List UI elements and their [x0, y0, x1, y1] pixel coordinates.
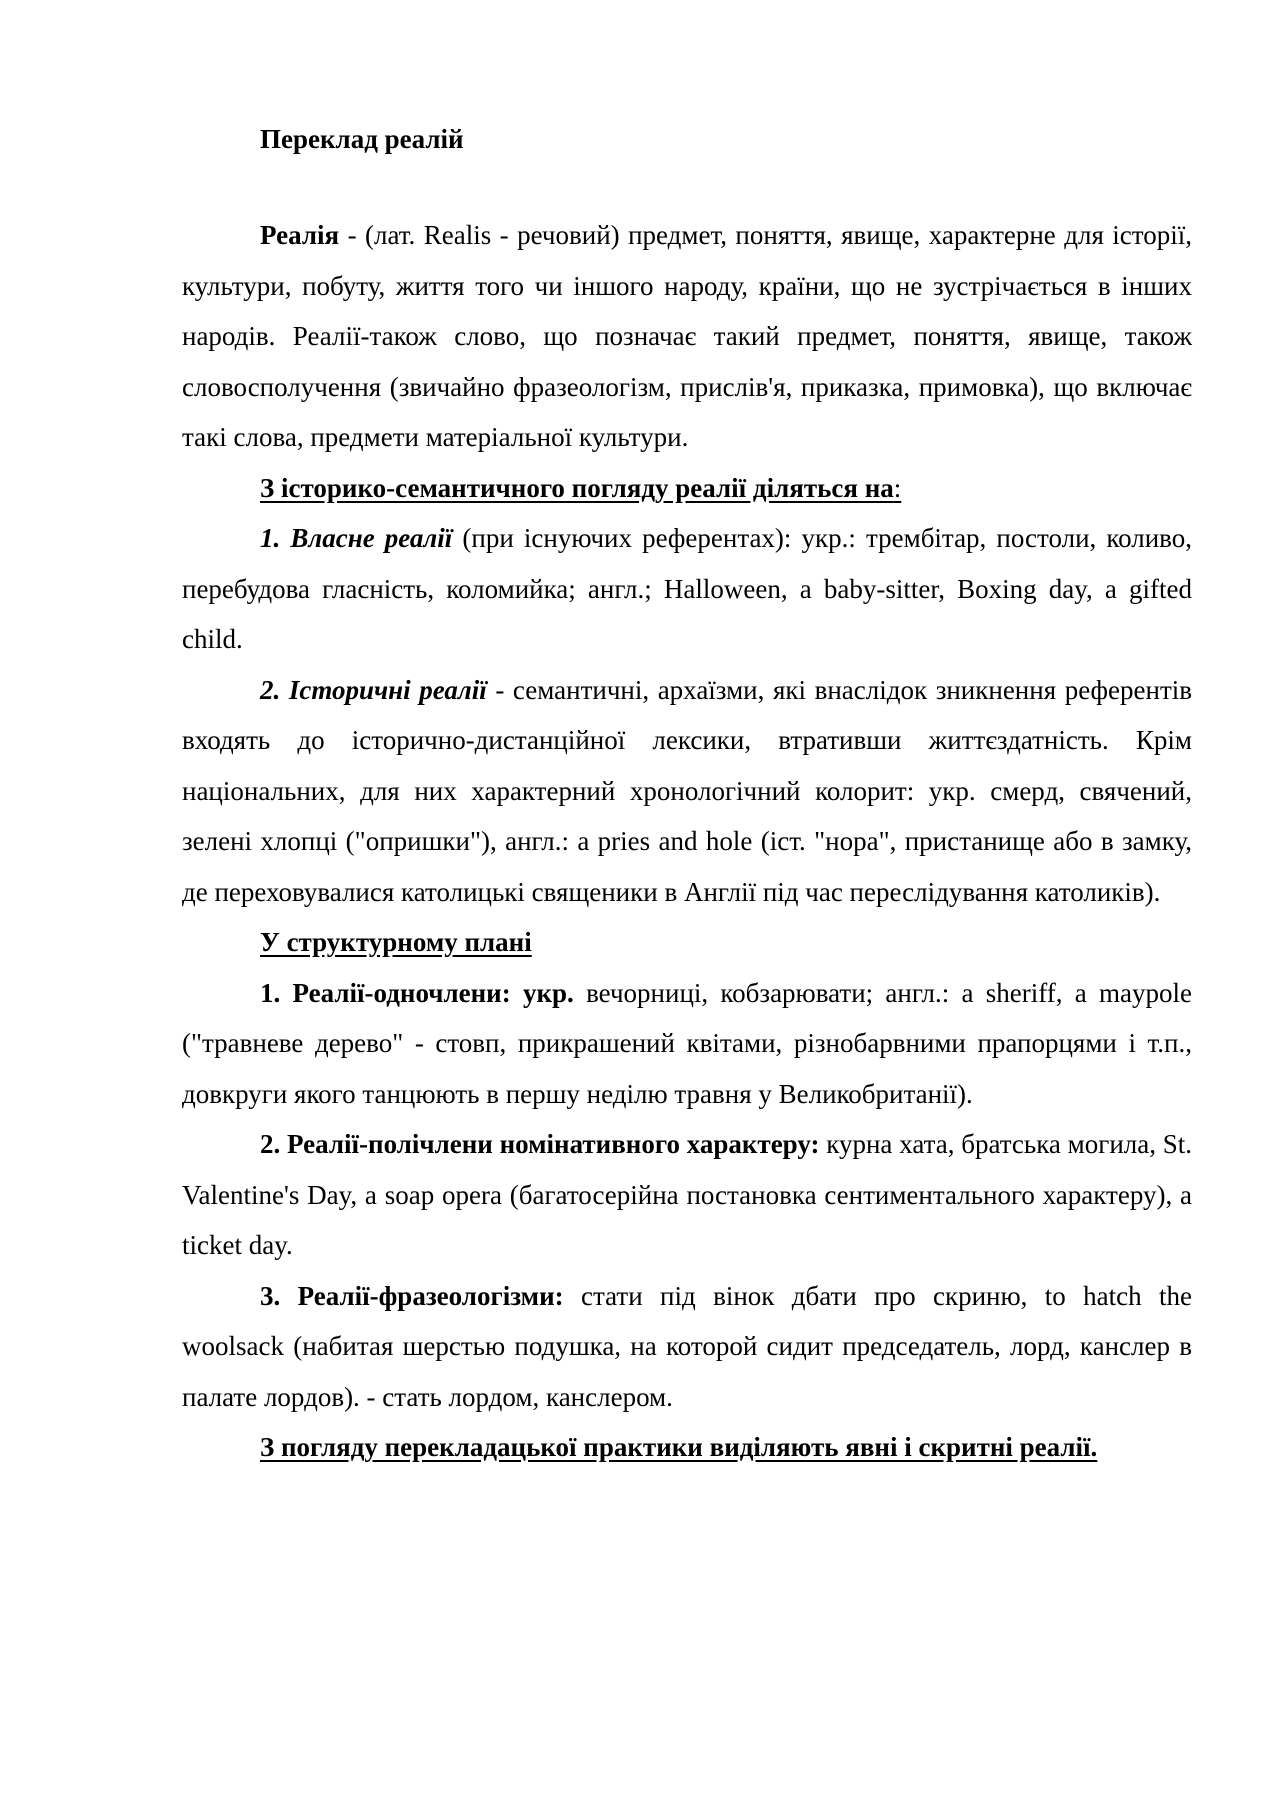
definition-text: - (лат. Realis - речовий) предмет, поняття, явище, характерне для історії, культури, побуту, життя того чи іншого народу, країни, що не зустрічається в інших народів. Реалії-також слово, що позначає такий предмет, поняття, явище, також словосполучення (звичайно фразеологізм, прислів'я, приказка, примовка), що включає такі слова, предмети матеріальної культури. [182, 220, 1192, 452]
definition-term: Реалія [260, 220, 340, 250]
section2-item2-text: курна хата, братська могила, St. Valentine's Day, a soap opera (багатосерійна постановка сентиментального характеру), a ticket day. [182, 1129, 1193, 1260]
section1-heading-paragraph [182, 463, 1192, 514]
section2-item3 [182, 1271, 1192, 1423]
section1-heading: З історико-семантичного погляду реалії діляться на [260, 472, 894, 503]
section2-item3-text: стати під вінок дбати про скриню, to hatch the woolsack (набитая шерстью подушка, на которой сидит председатель, лорд, канслер в палате лордов). - стать лордом, канслером. [182, 1280, 1192, 1412]
section2-item1-text: вечорниці, кобзарювати; англ.: a sheriff, a maypole ("травневе дерево" - стовп, прикрашений квітами, різнобарвними прапорцями і т.п., довкруги якого танцюють в першу неділю травня у Великобританії). [182, 977, 1193, 1109]
definition-paragraph [182, 210, 1192, 463]
section2-item1 [182, 968, 1192, 1120]
section2-item1-label: 1. Реалії-одночлени: укр. [260, 977, 574, 1008]
section1-item1-label: 1. Власне реалії [260, 523, 453, 553]
section1-heading-tail: : [893, 472, 902, 503]
section2-heading-paragraph [182, 917, 1192, 968]
document-page [182, 112, 1192, 1473]
section3-heading-paragraph [182, 1422, 1192, 1473]
section2-item2 [182, 1119, 1192, 1271]
section2-item2-label: 2. Реалії-полічлени номінативного характеру: [260, 1129, 820, 1159]
section1-item2 [182, 665, 1192, 918]
section1-item1-text: (при існуючих референтах): укр.: трембітар, постоли, коливо, перебудова гласність, коломийка; англ.; Halloween, a baby-sitter, Boxing day, a gifted child. [182, 523, 1192, 654]
section1-item2-label: 2. Історичні реалії [260, 674, 487, 705]
section2-heading: У структурному плані [260, 927, 532, 957]
section1-item2-text: - семантичні, архаїзми, які внаслідок зникнення референтів входять до історично-дистанційної лексики, втративши життєздатність. Крім національних, для них характерний хронологічний колорит: укр. смерд, свячений, зелені хлопці ("опришки"), англ.: a pries and hole (іст. "нора", пристанище або в замку, де переховувалися католицькі священики в Англії під час переслідування католиків). [182, 674, 1192, 907]
document-title: Переклад реалій [260, 124, 464, 154]
section1-item1 [182, 513, 1192, 665]
section3-heading: З погляду перекладацької практики виділяють явні і скритні реалії. [260, 1432, 1098, 1462]
section2-item3-label: 3. Реалії-фразеологізми: [260, 1280, 564, 1311]
